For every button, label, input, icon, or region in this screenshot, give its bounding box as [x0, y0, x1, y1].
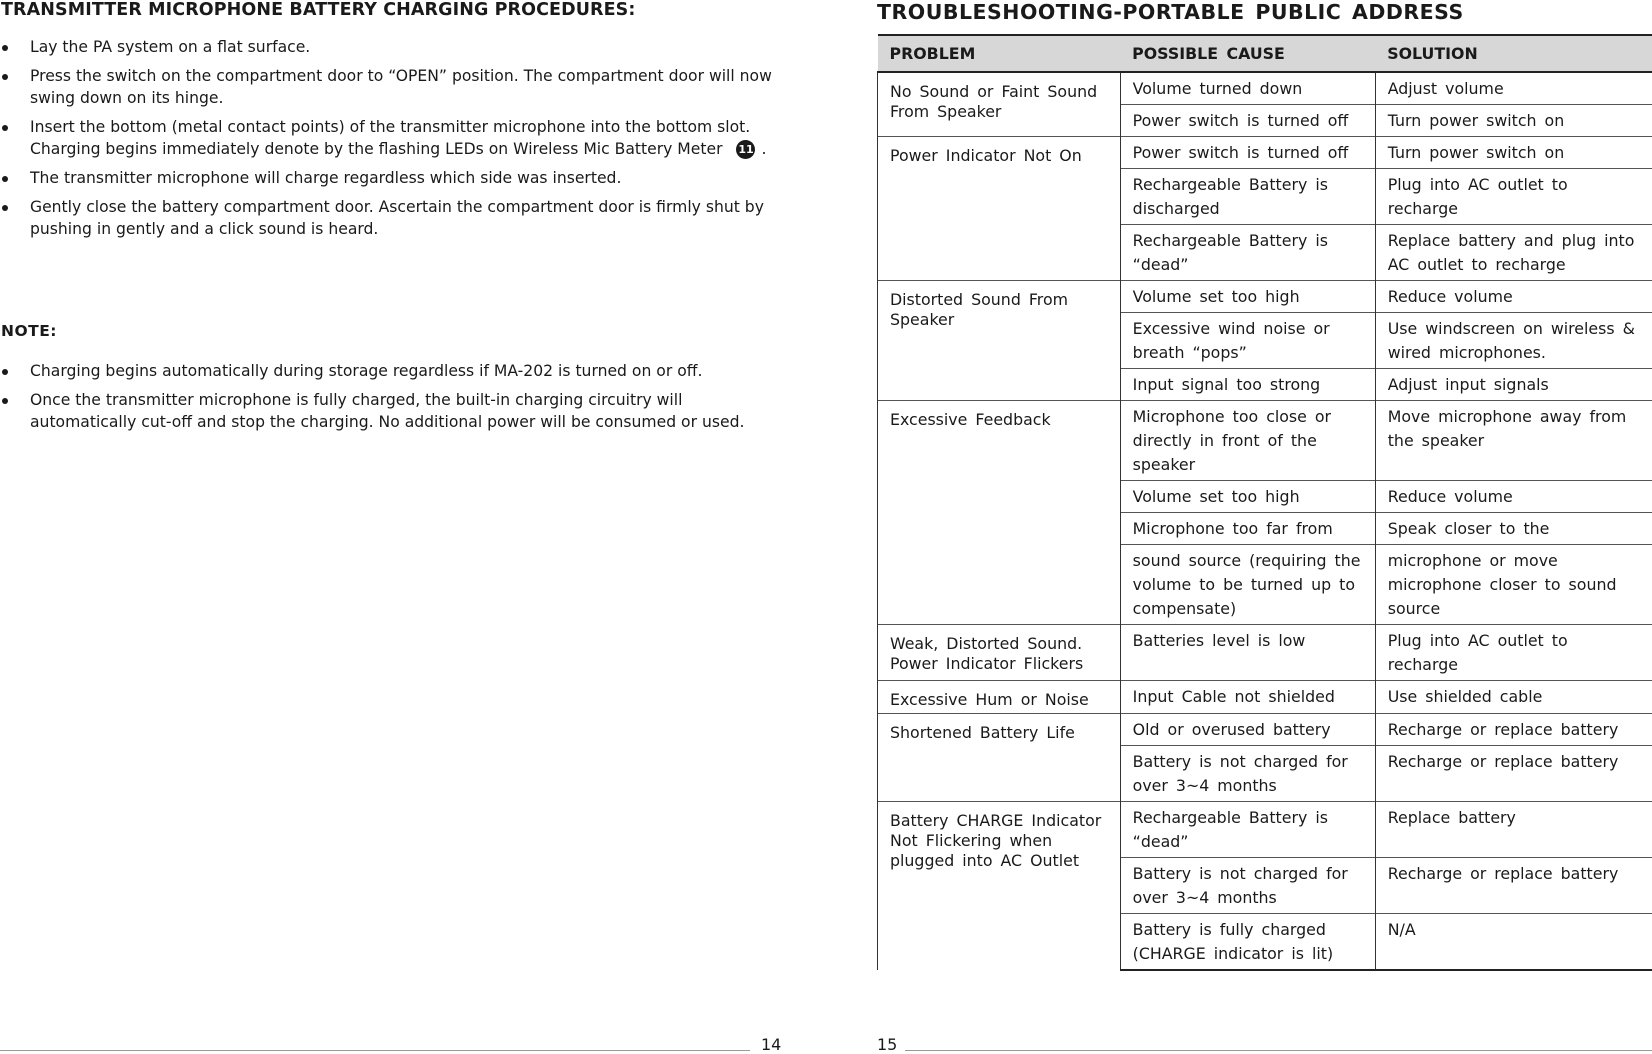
cause-cell: Rechargeable Battery is “dead” [1120, 802, 1375, 858]
bullet-icon [2, 176, 8, 182]
cause-cell: Input signal too strong [1120, 369, 1375, 401]
table-row [878, 72, 1652, 105]
list-item: Insert the bottom (metal contact points) of the transmitter microphone into the bottom slot. Charging begins immediately denote by the flashing LEDs on Wireless Mic Battery Meter 11 . [0, 116, 790, 160]
problem-cell: Weak, Distorted Sound. Power Indicator Flickers [878, 625, 1121, 681]
cause-cell: Microphone too close or directly in front of the speaker [1120, 401, 1375, 481]
problem-cell: No Sound or Faint Sound From Speaker [878, 72, 1121, 137]
problem-cell: Excessive Feedback [878, 401, 1121, 625]
troubleshooting-title: TROUBLESHOOTING-PORTABLE PUBLIC ADDRESS [877, 0, 1464, 24]
bullet-icon [2, 45, 8, 51]
solution-cell: microphone or move microphone closer to sound source [1375, 545, 1652, 625]
solution-cell: Speak closer to the [1375, 513, 1652, 545]
solution-cell: Recharge or replace battery [1375, 714, 1652, 746]
cause-cell: Volume set too high [1120, 481, 1375, 513]
cause-cell: Power switch is turned off [1120, 137, 1375, 169]
cause-cell: Rechargeable Battery is discharged [1120, 169, 1375, 225]
solution-cell: Turn power switch on [1375, 105, 1652, 137]
table-header-row [878, 35, 1652, 72]
footer-rule-right [905, 1050, 1652, 1051]
cause-cell: Rechargeable Battery is “dead” [1120, 225, 1375, 281]
solution-cell: Adjust input signals [1375, 369, 1652, 401]
table-body [878, 72, 1652, 970]
cause-cell: Volume set too high [1120, 281, 1375, 313]
solution-cell: Move microphone away from the speaker [1375, 401, 1652, 481]
problem-cell: Excessive Hum or Noise [878, 681, 1121, 714]
solution-cell: Plug into AC outlet to recharge [1375, 169, 1652, 225]
note-title: NOTE: [1, 322, 57, 340]
solution-cell: Recharge or replace battery [1375, 746, 1652, 802]
table-row [878, 802, 1652, 858]
cause-cell: Old or overused battery [1120, 714, 1375, 746]
solution-cell: Reduce volume [1375, 281, 1652, 313]
solution-cell: Replace battery [1375, 802, 1652, 858]
cause-cell: Input Cable not shielded [1120, 681, 1375, 714]
solution-cell: Use shielded cable [1375, 681, 1652, 714]
charging-procedures-title: TRANSMITTER MICROPHONE BATTERY CHARGING PROCEDURES: [1, 0, 635, 20]
cause-cell: Battery is not charged for over 3~4 months [1120, 746, 1375, 802]
header-cause: POSSIBLE CAUSE [1120, 35, 1375, 72]
bullet-icon [2, 125, 8, 131]
list-item: Gently close the battery compartment door. Ascertain the compartment door is firmly shut by pushing in gently and a click sound is heard. [0, 196, 790, 240]
list-item: Charging begins automatically during storage regardless if MA-202 is turned on or off. [0, 360, 790, 382]
problem-cell: Battery CHARGE Indicator Not Flickering when plugged into AC Outlet [878, 802, 1121, 971]
table-row [878, 137, 1652, 169]
cause-cell: Power switch is turned off [1120, 105, 1375, 137]
footer-rule-left [0, 1050, 750, 1051]
solution-cell: Plug into AC outlet to recharge [1375, 625, 1652, 681]
table-row [878, 401, 1652, 481]
list-item: Press the switch on the compartment door to “OPEN” position. The compartment door will now swing down on its hinge. [0, 65, 790, 109]
meter-number-badge: 11 [736, 140, 755, 159]
header-solution: SOLUTION [1375, 35, 1652, 72]
bullet-icon [2, 369, 8, 375]
cause-cell: Excessive wind noise or breath “pops” [1120, 313, 1375, 369]
cause-cell: Batteries level is low [1120, 625, 1375, 681]
table-row [878, 625, 1652, 681]
problem-cell: Power Indicator Not On [878, 137, 1121, 281]
bullet-icon [2, 398, 8, 404]
header-problem: PROBLEM [878, 35, 1121, 72]
solution-cell: N/A [1375, 914, 1652, 971]
table-row [878, 281, 1652, 313]
list-item: Once the transmitter microphone is fully charged, the built-in charging circuitry will automatically cut-off and stop the charging. No additional power will be consumed or used. [0, 389, 790, 433]
solution-cell: Replace battery and plug into AC outlet to recharge [1375, 225, 1652, 281]
solution-cell: Reduce volume [1375, 481, 1652, 513]
charging-steps-list [0, 36, 790, 247]
notes-list [0, 360, 790, 440]
cause-cell: Volume turned down [1120, 72, 1375, 105]
page-number-right: 15 [877, 1035, 897, 1054]
page-number-left: 14 [761, 1035, 781, 1054]
cause-cell: sound source (requiring the volume to be turned up to compensate) [1120, 545, 1375, 625]
list-item: The transmitter microphone will charge regardless which side was inserted. [0, 167, 790, 189]
table-row [878, 681, 1652, 714]
problem-cell: Shortened Battery Life [878, 714, 1121, 802]
bullet-icon [2, 205, 8, 211]
troubleshooting-table [877, 34, 1652, 971]
bullet-icon [2, 74, 8, 80]
list-item: Lay the PA system on a flat surface. [0, 36, 790, 58]
solution-cell: Recharge or replace battery [1375, 858, 1652, 914]
solution-cell: Turn power switch on [1375, 137, 1652, 169]
problem-cell: Distorted Sound From Speaker [878, 281, 1121, 401]
solution-cell: Adjust volume [1375, 72, 1652, 105]
cause-cell: Battery is not charged for over 3~4 months [1120, 858, 1375, 914]
cause-cell: Microphone too far from [1120, 513, 1375, 545]
cause-cell: Battery is fully charged (CHARGE indicator is lit) [1120, 914, 1375, 971]
solution-cell: Use windscreen on wireless & wired microphones. [1375, 313, 1652, 369]
table-row [878, 714, 1652, 746]
